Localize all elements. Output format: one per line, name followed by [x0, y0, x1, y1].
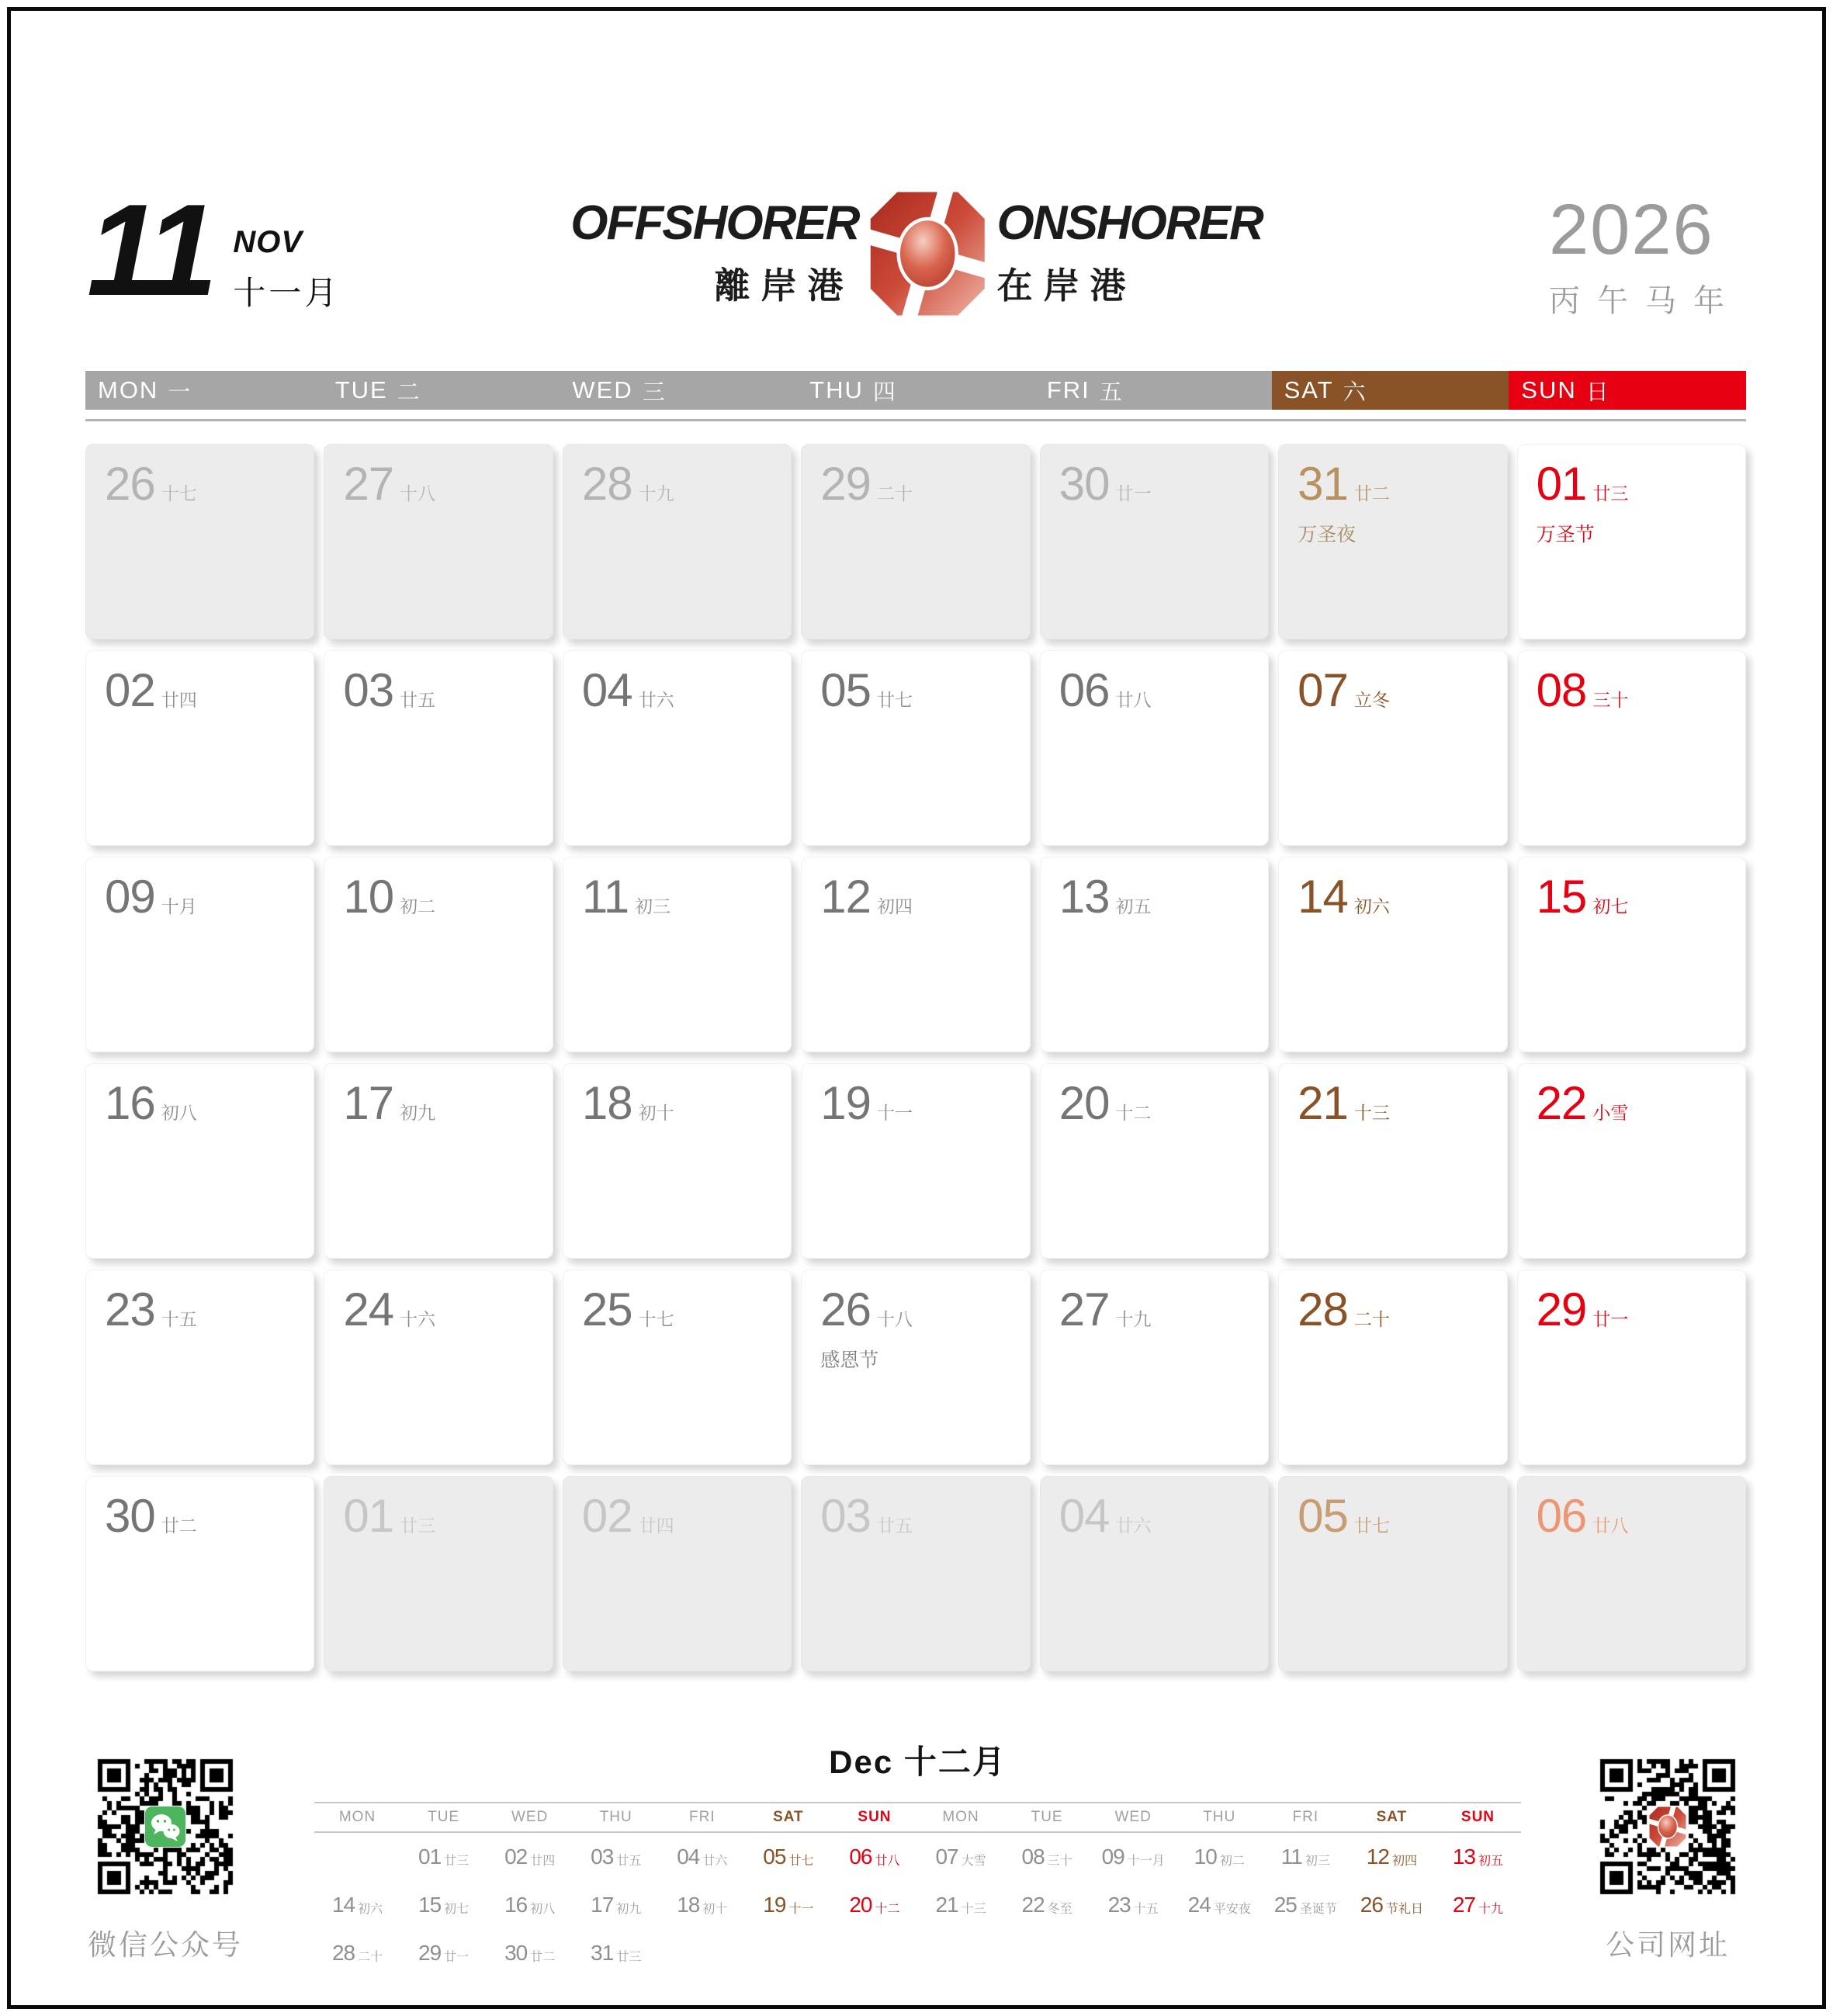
mini-day-cell: [1349, 1929, 1435, 1977]
month-number: 11: [87, 177, 213, 323]
day-cell: [85, 1270, 314, 1465]
mini-day-number: 08: [1021, 1845, 1045, 1869]
day-cell: [1278, 444, 1507, 639]
day-number: 06: [1059, 664, 1110, 716]
mini-day-cell: [1349, 1833, 1435, 1881]
mini-lunar-label: 廿三: [616, 1950, 642, 1964]
mini-day-number: 17: [591, 1893, 614, 1917]
day-number: 26: [105, 458, 155, 510]
weekday-en-label: TUE: [334, 376, 388, 404]
mini-day-number: 01: [418, 1845, 442, 1869]
mini-day-number: 15: [418, 1893, 442, 1917]
lunar-date-label: 廿七: [1353, 1515, 1390, 1536]
mini-day-cell: [745, 1929, 831, 1977]
mini-lunar-label: 廿四: [530, 1854, 556, 1868]
mini-weekday-label: SUN: [858, 1809, 892, 1825]
lunar-date-label: 十八: [877, 1309, 913, 1329]
lunar-date-label: 廿六: [638, 690, 674, 710]
mini-lunar-label: 初七: [444, 1902, 470, 1916]
mini-lunar-label: 廿二: [530, 1950, 556, 1964]
lunar-date-label: 廿一: [1115, 483, 1152, 504]
day-number: 14: [1298, 871, 1348, 923]
day-cell: [1040, 650, 1269, 846]
lunar-date-label: 立冬: [1353, 690, 1390, 710]
mini-day-cell: [1090, 1833, 1176, 1881]
lunar-date-label: 十九: [1115, 1309, 1152, 1329]
day-cell: [1278, 1270, 1507, 1465]
weekday-header-wed: [560, 371, 797, 410]
mini-weekday-label: FRI: [689, 1809, 716, 1825]
lunar-date-label: 十七: [161, 483, 197, 504]
lunar-date-label: 十九: [638, 483, 674, 504]
mini-lunar-label: 十三: [961, 1902, 986, 1916]
day-cell: [1517, 1063, 1746, 1259]
mini-day-cell: [745, 1881, 831, 1929]
mini-day-number: 11: [1280, 1845, 1302, 1869]
mini-lunar-label: 冬至: [1047, 1902, 1072, 1916]
mini-day-cell: [314, 1881, 400, 1929]
mini-day-cell: [400, 1881, 487, 1929]
company-logo: [570, 191, 1263, 317]
day-cell: [563, 1270, 792, 1465]
website-qr-code: [1596, 1755, 1739, 1898]
day-cell: [1517, 857, 1746, 1052]
lunar-date-label: 二十: [1353, 1309, 1390, 1329]
day-number: 06: [1536, 1490, 1587, 1542]
mini-lunar-label: 二十: [358, 1950, 383, 1964]
mini-lunar-label: 十一月: [1127, 1854, 1165, 1868]
mini-day-cell: [659, 1881, 745, 1929]
wechat-qr-label: 微信公众号: [88, 1929, 243, 1961]
day-number: 08: [1536, 664, 1587, 716]
day-number: 02: [581, 1490, 632, 1542]
mini-day-cell: [1263, 1833, 1349, 1881]
mini-day-number: 23: [1107, 1893, 1131, 1917]
mini-lunar-label: 初八: [530, 1902, 556, 1916]
weekday-cn-label: 六: [1343, 379, 1367, 405]
weekday-cn-label: 日: [1585, 379, 1610, 405]
mini-lunar-label: 廿三: [444, 1854, 470, 1868]
day-number: 19: [820, 1077, 871, 1129]
day-number: 27: [1059, 1283, 1110, 1335]
mini-weekday-label: MON: [338, 1809, 376, 1825]
header-divider-line: [85, 419, 1746, 421]
mini-day-cell: [573, 1881, 659, 1929]
day-cell: [324, 1476, 553, 1671]
website-qr-label: 公司网址: [1606, 1929, 1730, 1961]
day-cell: [85, 444, 314, 639]
mini-day-cell: [1176, 1881, 1263, 1929]
logo-onshorer-cn-text: 在岸港: [996, 265, 1137, 306]
mini-lunar-label: 初十: [702, 1902, 728, 1916]
lunar-date-label: 十五: [161, 1309, 197, 1329]
month-abbr: NOV: [233, 225, 303, 259]
mini-day-cell: [917, 1929, 1003, 1977]
mini-day-cell: [745, 1833, 831, 1881]
day-cell: [85, 857, 314, 1052]
day-cell: [1517, 444, 1746, 639]
mini-weekday-label: FRI: [1292, 1809, 1319, 1825]
day-number: 26: [820, 1283, 871, 1335]
month-block: [87, 177, 341, 323]
day-number: 17: [343, 1077, 394, 1129]
mini-lunar-label: 初六: [358, 1902, 383, 1916]
lunar-date-label: 廿五: [877, 1515, 913, 1536]
day-number: 24: [343, 1283, 394, 1335]
mini-calendar-title: Dec 十二月: [829, 1744, 1007, 1780]
weekday-en-label: WED: [572, 376, 633, 404]
day-number: 03: [343, 664, 394, 716]
logo-offshorer-text: OFFSHORER: [570, 196, 859, 250]
lunar-date-label: 十八: [400, 483, 436, 504]
day-cell: [1517, 650, 1746, 846]
day-number: 28: [581, 458, 632, 510]
mini-day-number: 06: [849, 1845, 872, 1869]
mini-day-cell: [659, 1929, 745, 1977]
mini-day-cell: [1176, 1929, 1263, 1977]
lunar-date-label: 十二: [1115, 1103, 1152, 1123]
mini-day-cell: [1176, 1833, 1263, 1881]
mini-lunar-label: 廿五: [616, 1854, 642, 1868]
mini-calendar-days: [314, 1833, 1521, 1977]
day-cell: [85, 650, 314, 846]
mini-day-cell: [1004, 1833, 1090, 1881]
day-number: 12: [820, 871, 871, 923]
mini-day-cell: [314, 1833, 400, 1881]
weekday-en-label: MON: [98, 376, 159, 404]
day-number: 15: [1536, 871, 1587, 923]
wechat-qr-code: [94, 1755, 237, 1898]
lunar-date-label: 十一: [877, 1103, 913, 1123]
mini-day-number: 26: [1360, 1893, 1383, 1917]
lunar-date-label: 十七: [638, 1309, 674, 1329]
mini-weekday-label: TUE: [1031, 1809, 1063, 1825]
day-number: 10: [343, 871, 394, 923]
lunar-date-label: 小雪: [1592, 1103, 1629, 1123]
mini-day-number: 22: [1021, 1893, 1045, 1917]
day-cell: [324, 650, 553, 846]
day-number: 04: [1059, 1490, 1110, 1542]
day-cell: [801, 1270, 1030, 1465]
mini-weekday-label: WED: [511, 1809, 549, 1825]
lunar-date-label: 初九: [400, 1103, 436, 1123]
day-cell: [801, 1063, 1030, 1259]
weekday-en-label: FRI: [1046, 376, 1090, 404]
weekday-header-thu: [797, 371, 1034, 410]
lunar-date-label: 十六: [400, 1309, 436, 1329]
weekday-header-sat: [1272, 371, 1509, 410]
mini-day-number: 20: [849, 1893, 872, 1917]
mini-lunar-label: 圣诞节: [1299, 1902, 1337, 1916]
mini-day-cell: [487, 1833, 573, 1881]
year-number: 2026: [1549, 190, 1714, 269]
mini-day-number: 28: [331, 1941, 355, 1965]
day-number: 05: [820, 664, 871, 716]
year-block: [1549, 190, 1741, 320]
day-cell: [1040, 444, 1269, 639]
mini-day-cell: [1263, 1881, 1349, 1929]
lunar-date-label: 初八: [161, 1103, 197, 1123]
mini-weekday-label: THU: [1203, 1809, 1236, 1825]
mini-day-number: 13: [1452, 1845, 1476, 1869]
mini-day-cell: [831, 1881, 917, 1929]
mini-lunar-label: 节礼日: [1385, 1902, 1423, 1916]
lunar-date-label: 初六: [1353, 896, 1390, 916]
lunar-date-label: 廿七: [877, 690, 913, 710]
weekday-cn-label: 二: [397, 379, 421, 405]
day-number: 30: [105, 1490, 155, 1542]
day-number: 01: [1536, 458, 1587, 510]
mini-day-cell: [1435, 1881, 1521, 1929]
lunar-date-label: 廿五: [400, 690, 436, 710]
day-cell: [1040, 1063, 1269, 1259]
mini-weekday-label: SUN: [1461, 1809, 1495, 1825]
mini-day-number: 24: [1187, 1893, 1211, 1917]
lunar-date-label: 廿八: [1592, 1515, 1629, 1536]
weekday-en-label: SAT: [1284, 376, 1334, 404]
lunar-date-label: 初二: [400, 896, 436, 916]
weekday-cn-label: 五: [1099, 379, 1124, 405]
mini-weekday-label: SAT: [1376, 1809, 1408, 1825]
mini-day-number: 19: [763, 1893, 786, 1917]
mini-day-cell: [1004, 1881, 1090, 1929]
mini-day-cell: [400, 1833, 487, 1881]
mini-weekday-label: WED: [1114, 1809, 1152, 1825]
mini-day-number: 14: [331, 1893, 355, 1917]
day-number: 07: [1298, 664, 1348, 716]
mini-day-cell: [1090, 1881, 1176, 1929]
weekday-cn-label: 四: [872, 379, 897, 405]
wechat-qr-block: [88, 1755, 243, 1963]
lunar-date-label: 初四: [877, 896, 913, 916]
mini-day-number: 03: [591, 1845, 614, 1869]
day-cell: [1040, 857, 1269, 1052]
lunar-date-label: 廿六: [1115, 1515, 1152, 1536]
holiday-label: 感恩节: [820, 1349, 879, 1371]
weekday-header-bar: [85, 371, 1746, 410]
website-qr-block: [1594, 1755, 1741, 1963]
lunar-date-label: 十三: [1353, 1103, 1390, 1123]
month-grid: [85, 444, 1746, 1671]
day-number: 31: [1298, 458, 1348, 510]
day-cell: [1517, 1270, 1746, 1465]
mini-lunar-label: 初二: [1219, 1854, 1245, 1868]
mini-lunar-label: 十一: [788, 1902, 814, 1916]
day-cell: [801, 444, 1030, 639]
lunar-date-label: 三十: [1592, 690, 1629, 710]
day-number: 13: [1059, 871, 1110, 923]
day-cell: [563, 1063, 792, 1259]
lunar-date-label: 初十: [638, 1103, 674, 1123]
mini-day-number: 05: [763, 1845, 786, 1869]
mini-lunar-label: 十五: [1133, 1902, 1159, 1916]
mini-day-number: 18: [677, 1893, 700, 1917]
mini-day-cell: [917, 1881, 1003, 1929]
lunar-date-label: 初三: [635, 896, 671, 916]
mini-day-number: 21: [935, 1893, 958, 1917]
day-number: 25: [581, 1283, 632, 1335]
mini-day-cell: [400, 1929, 487, 1977]
mini-day-number: 10: [1194, 1845, 1217, 1869]
mini-lunar-label: 三十: [1047, 1854, 1072, 1868]
day-cell: [1278, 1476, 1507, 1671]
mini-lunar-label: 廿六: [702, 1854, 728, 1868]
weekday-header-mon: [85, 371, 323, 410]
logo-onshorer-text: ONSHORER: [996, 196, 1263, 250]
mini-lunar-label: 廿一: [444, 1950, 470, 1964]
mini-day-number: 04: [677, 1845, 700, 1869]
mini-day-number: 09: [1101, 1845, 1124, 1869]
weekday-cn-label: 一: [168, 379, 192, 405]
day-number: 11: [581, 871, 629, 923]
mini-day-cell: [831, 1929, 917, 1977]
mini-weekday-label: SAT: [773, 1809, 804, 1825]
mini-day-number: 30: [504, 1941, 528, 1965]
weekday-en-label: SUN: [1521, 376, 1577, 404]
mini-lunar-label: 平安夜: [1213, 1902, 1251, 1916]
day-cell: [85, 1476, 314, 1671]
mini-day-cell: [1349, 1881, 1435, 1929]
day-number: 01: [343, 1490, 394, 1542]
mini-day-number: 07: [935, 1845, 958, 1869]
lunar-date-label: 廿一: [1592, 1309, 1629, 1329]
weekday-cn-label: 三: [642, 379, 667, 405]
lunar-date-label: 十月: [161, 896, 197, 916]
mini-weekday-label: MON: [942, 1809, 979, 1825]
weekday-header-sun: [1509, 371, 1746, 410]
lunar-date-label: 初七: [1592, 896, 1629, 916]
mini-day-cell: [487, 1929, 573, 1977]
mini-day-cell: [314, 1929, 400, 1977]
day-number: 21: [1298, 1077, 1348, 1129]
day-cell: [324, 1063, 553, 1259]
day-number: 20: [1059, 1077, 1110, 1129]
day-number: 22: [1536, 1077, 1587, 1129]
mini-lunar-label: 廿八: [875, 1854, 900, 1868]
day-cell: [1278, 857, 1507, 1052]
day-cell: [801, 1476, 1030, 1671]
day-number: 18: [581, 1077, 632, 1129]
lunar-date-label: 廿三: [1592, 483, 1629, 504]
day-number: 29: [820, 458, 871, 510]
mini-lunar-label: 初四: [1391, 1854, 1417, 1868]
lunar-date-label: 廿二: [1353, 483, 1390, 504]
mini-day-number: 02: [504, 1845, 528, 1869]
mini-day-cell: [831, 1833, 917, 1881]
mini-lunar-label: 初五: [1478, 1854, 1504, 1868]
year-zodiac-cn: 丙午马年: [1549, 284, 1741, 318]
day-cell: [1278, 650, 1507, 846]
lunar-date-label: 初五: [1115, 896, 1152, 916]
mini-day-number: 29: [418, 1941, 442, 1965]
lunar-date-label: 廿四: [638, 1515, 674, 1536]
day-number: 27: [343, 458, 394, 510]
website-logo-icon: [1648, 1806, 1688, 1848]
mini-day-number: 27: [1452, 1893, 1476, 1917]
day-cell: [563, 444, 792, 639]
lunar-date-label: 廿二: [161, 1515, 197, 1536]
mini-weekday-label: TUE: [428, 1809, 460, 1825]
mini-day-number: 16: [504, 1893, 528, 1917]
mini-day-number: 31: [591, 1941, 614, 1965]
mini-day-cell: [573, 1929, 659, 1977]
day-number: 03: [820, 1490, 871, 1542]
mini-day-cell: [917, 1833, 1003, 1881]
mini-calendar-weekday-header: [314, 1802, 1521, 1833]
day-number: 23: [105, 1283, 155, 1335]
mini-lunar-label: 初九: [616, 1902, 642, 1916]
weekday-header-tue: [323, 371, 560, 410]
mini-day-cell: [1435, 1929, 1521, 1977]
lunar-date-label: 二十: [877, 483, 913, 504]
day-number: 02: [105, 664, 155, 716]
day-cell: [1040, 1476, 1269, 1671]
month-name-cn: 十一月: [233, 275, 341, 311]
day-cell: [563, 650, 792, 846]
mini-day-number: 25: [1273, 1893, 1297, 1917]
company-logo-emblem-icon: [869, 191, 986, 317]
lunar-date-label: 廿三: [400, 1515, 436, 1536]
day-cell: [1517, 1476, 1746, 1671]
day-number: 28: [1298, 1283, 1348, 1335]
mini-lunar-label: 十二: [875, 1902, 900, 1916]
next-month-mini-calendar: [314, 1737, 1521, 1977]
day-cell: [801, 650, 1030, 846]
mini-lunar-label: 大雪: [961, 1854, 986, 1868]
mini-day-cell: [1004, 1929, 1090, 1977]
day-cell: [324, 857, 553, 1052]
day-number: 04: [581, 664, 632, 716]
wechat-icon: [144, 1806, 186, 1848]
day-cell: [801, 857, 1030, 1052]
mini-lunar-label: 初三: [1305, 1854, 1330, 1868]
mini-day-cell: [487, 1881, 573, 1929]
weekday-en-label: THU: [809, 376, 864, 404]
mini-day-cell: [659, 1833, 745, 1881]
mini-day-cell: [1090, 1929, 1176, 1977]
mini-day-cell: [573, 1833, 659, 1881]
logo-offshorer-cn-text: 離岸港: [714, 265, 854, 306]
mini-lunar-label: 廿七: [788, 1854, 814, 1868]
day-cell: [1278, 1063, 1507, 1259]
day-number: 05: [1298, 1490, 1348, 1542]
mini-day-cell: [1263, 1929, 1349, 1977]
day-number: 09: [105, 871, 155, 923]
day-cell: [85, 1063, 314, 1259]
lunar-date-label: 廿八: [1115, 690, 1152, 710]
lunar-date-label: 廿四: [161, 690, 197, 710]
holiday-label: 万圣夜: [1298, 524, 1357, 546]
day-cell: [324, 444, 553, 639]
mini-day-cell: [1435, 1833, 1521, 1881]
day-cell: [563, 1476, 792, 1671]
weekday-header-fri: [1034, 371, 1272, 410]
day-number: 16: [105, 1077, 155, 1129]
day-cell: [324, 1270, 553, 1465]
mini-weekday-label: THU: [599, 1809, 632, 1825]
mini-lunar-label: 十九: [1478, 1902, 1504, 1916]
holiday-label: 万圣节: [1536, 524, 1595, 546]
day-number: 30: [1059, 458, 1110, 510]
day-number: 29: [1536, 1283, 1587, 1335]
mini-day-number: 12: [1366, 1845, 1389, 1869]
day-cell: [1040, 1270, 1269, 1465]
day-cell: [563, 857, 792, 1052]
